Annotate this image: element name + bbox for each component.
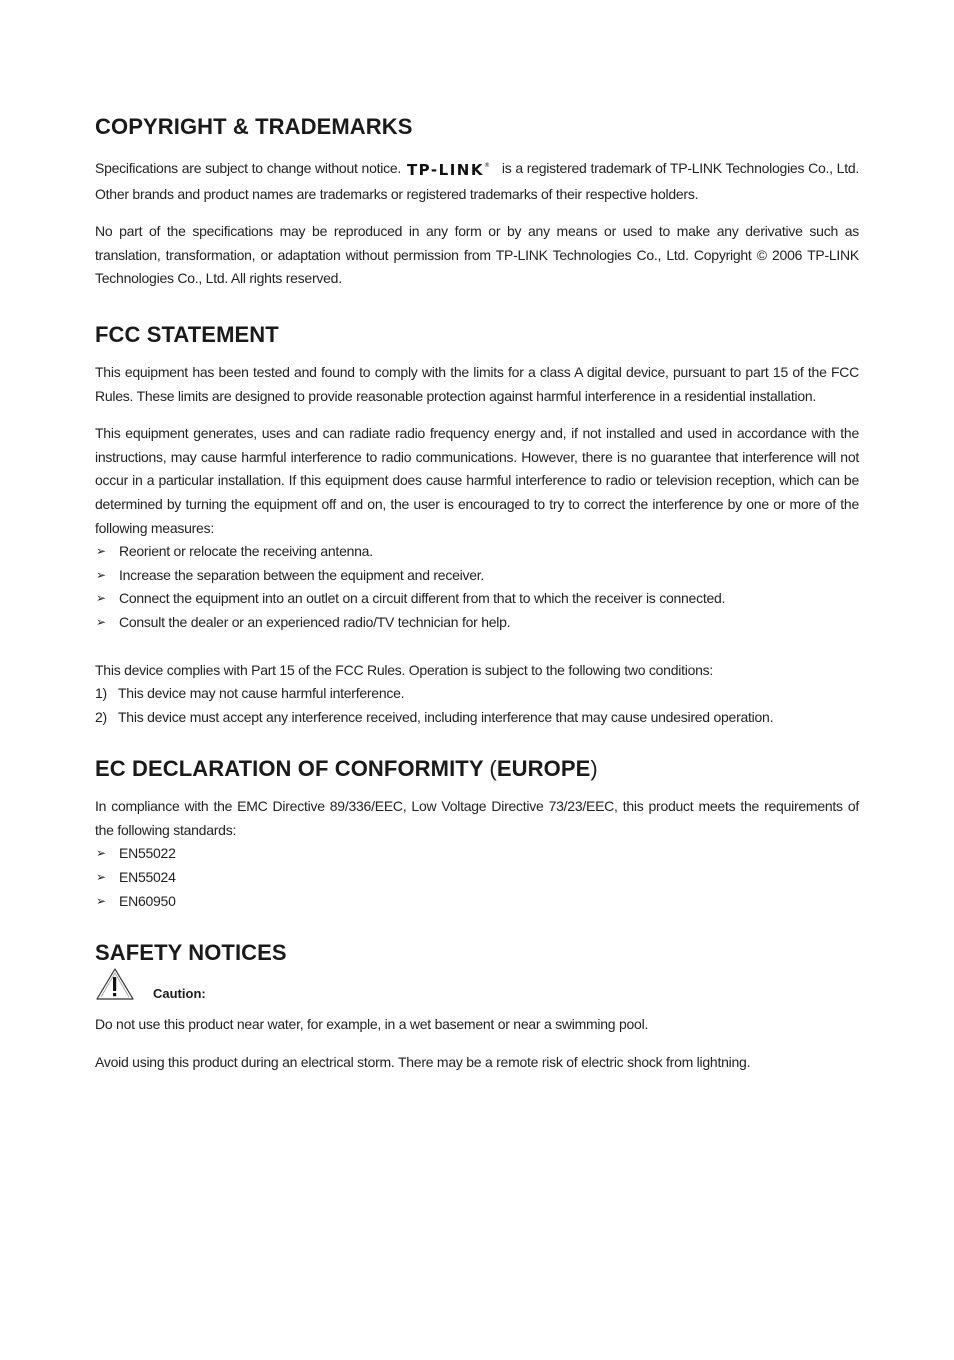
copyright-section <box>95 114 859 291</box>
ec-heading-open-paren: ( <box>489 756 497 782</box>
list-item <box>95 706 859 730</box>
list-item <box>95 866 859 890</box>
copyright-text-before-logo: Specifications are subject to change without notice. <box>95 160 402 176</box>
fcc-conditions-list <box>95 682 859 729</box>
document-page <box>95 114 859 1074</box>
arrow-bullet-icon: ➢ <box>96 614 106 629</box>
safety-paragraph-2: Avoid using this product during an electrical storm. There may be a remote risk of electric shock from lightning. <box>95 1053 751 1070</box>
tp-link-logo <box>407 154 490 183</box>
list-item-text: Consult the dealer or an experienced radio/TV technician for help. <box>119 613 511 630</box>
list-item <box>95 890 859 914</box>
list-item-text: This device must accept any interference received, including interference that may cause undesired operation. <box>118 708 774 725</box>
fcc-paragraph-1: This equipment has been tested and found to comply with the limits for a class A digital device, pursuant to part 15 of the FCC Rules. These limits are designed to provide reasonable protection against harmful interference in a residential installation. <box>95 363 859 404</box>
ec-paragraph-1: In compliance with the EMC Directive 89/336/EEC, Low Voltage Directive 73/23/EEC, this product meets the requirements of the following standards: <box>95 798 859 838</box>
fcc-section <box>95 322 859 729</box>
list-number: 1) <box>95 685 107 702</box>
list-item <box>95 682 859 706</box>
ec-heading-close-paren: ) <box>590 756 598 782</box>
caution-row <box>95 966 859 1006</box>
list-item-text: EN60950 <box>119 892 176 909</box>
arrow-bullet-icon: ➢ <box>96 567 106 582</box>
list-item-text: This device may not cause harmful interference. <box>118 685 405 702</box>
list-item-text: EN55022 <box>119 845 176 862</box>
registered-mark: ® <box>483 162 490 169</box>
copyright-text-after-logo: is a registered trademark of TP-LINK Technologies Co., Ltd. Other brands and product names are trademarks or registered trademarks of their respective holders. <box>95 160 860 202</box>
fcc-paragraph-2: This equipment generates, uses and can radiate radio frequency energy and, if not installed and used in accordance with the instructions, may cause harmful interference to radio communications. However, there is no guarantee that interference will not occur in a particular installation. If this equipment does cause harmful interference to radio or television reception, which can be determined by turning the equipment off and on, the user is encouraged to try to correct the interference by one or more of the following measures: <box>95 425 859 536</box>
arrow-bullet-icon: ➢ <box>96 591 106 606</box>
list-item <box>95 842 859 866</box>
arrow-bullet-icon: ➢ <box>96 893 106 908</box>
list-item-text: EN55024 <box>119 869 176 886</box>
fcc-measures-list <box>95 540 859 634</box>
safety-paragraph-1: Do not use this product near water, for example, in a wet basement or near a swimming pool. <box>95 1016 649 1033</box>
arrow-bullet-icon: ➢ <box>96 544 106 559</box>
copyright-heading: COPYRIGHT & TRADEMARKS <box>95 114 413 139</box>
list-item <box>95 611 859 635</box>
arrow-bullet-icon: ➢ <box>96 846 106 861</box>
list-item <box>95 564 859 588</box>
caution-label: Caution: <box>153 986 206 1002</box>
list-item <box>95 540 859 564</box>
list-number: 2) <box>95 708 107 725</box>
tp-link-logo-text: TP-LINK <box>406 161 484 179</box>
list-item <box>95 587 859 611</box>
list-item-text: Reorient or relocate the receiving antenna. <box>119 543 373 560</box>
warning-triangle-icon <box>95 967 135 1006</box>
safety-heading: SAFETY NOTICES <box>95 940 287 966</box>
ec-heading-main: EC DECLARATION OF CONFORMITY <box>95 756 490 782</box>
list-item-text: Increase the separation between the equipment and receiver. <box>119 566 485 583</box>
fcc-heading: FCC STATEMENT <box>95 321 279 347</box>
copyright-paragraph-1 <box>95 154 859 206</box>
safety-section <box>95 940 859 1074</box>
list-item-text: Connect the equipment into an outlet on a circuit different from that to which the receiver is connected. <box>119 590 726 607</box>
copyright-paragraph-2: No part of the specifications may be reproduced in any form or by any means or used to make any derivative such as translation, transformation, or adaptation without permission from TP-LINK Technologies Co., Ltd. Copyright © 2006 TP-LINK Technologies Co., Ltd. All rights reserved. <box>95 223 859 287</box>
fcc-paragraph-3: This device complies with Part 15 of the FCC Rules. Operation is subject to the following two conditions: <box>95 661 714 678</box>
arrow-bullet-icon: ➢ <box>96 870 106 885</box>
ec-declaration-section <box>95 756 859 913</box>
ec-declaration-heading <box>95 756 859 782</box>
ec-heading-region: EUROPE <box>496 756 591 782</box>
ec-standards-list <box>95 842 859 913</box>
